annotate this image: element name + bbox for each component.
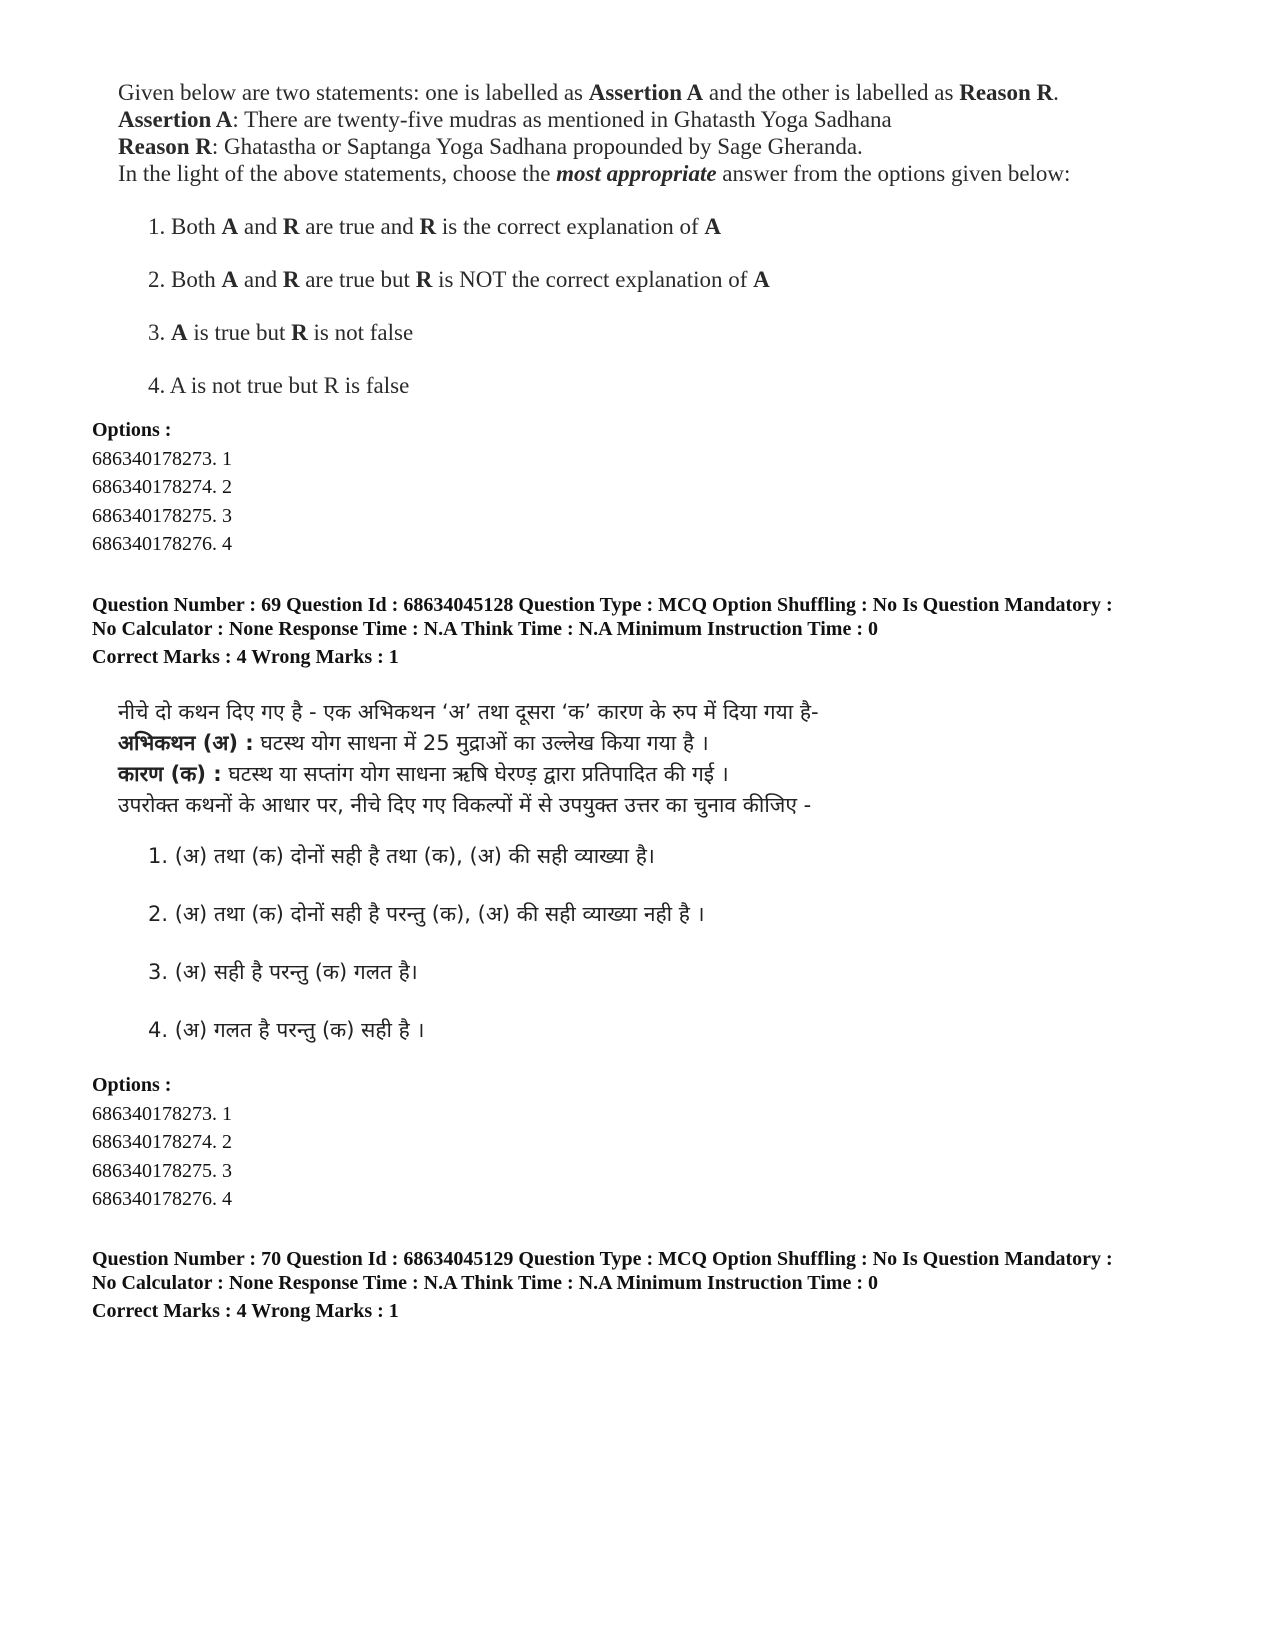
q69-meta — [92, 593, 1113, 669]
q68-choice-list — [118, 213, 1070, 402]
t: A — [171, 320, 188, 345]
t: A — [704, 214, 721, 239]
q69-choice-4: 4. (अ) गलत है परन्तु (क) सही है । — [148, 1018, 425, 1042]
t: is true but — [187, 320, 292, 345]
t: are true but — [299, 267, 416, 292]
q69-choice-list — [118, 841, 819, 1049]
t: is the correct explanation of — [436, 214, 705, 239]
assertion-label: Assertion A — [118, 107, 233, 132]
t: is NOT the correct explanation of — [432, 267, 754, 292]
t: A — [221, 214, 239, 239]
text: Given below are two statements: one is labelled as — [118, 80, 589, 105]
option-row: 686340178276. 4 — [92, 533, 232, 555]
assertion-label: अभिकथन (अ) : — [118, 731, 254, 755]
marks-line: Correct Marks : 4 Wrong Marks : 1 — [92, 1300, 399, 1322]
q68-question-image — [118, 79, 1070, 425]
reason-text: घटस्थ या सप्तांग योग साधना ऋषि घेरण्ड़ द्वारा प्रतिपादित की गई । — [221, 762, 729, 786]
q69-choice-1: 1. (अ) तथा (क) दोनों सही है तथा (क), (अ) की सही व्याख्या है। — [148, 844, 655, 868]
option-row: 686340178273. 1 — [92, 1102, 232, 1125]
t: R — [282, 267, 300, 292]
t: A — [753, 267, 770, 292]
text: Reason R — [959, 80, 1054, 105]
t: R — [291, 320, 308, 345]
t: and — [238, 267, 283, 292]
q69-question-image — [118, 697, 819, 1073]
q69-choice-2: 2. (अ) तथा (क) दोनों सही है परन्तु (क), (अ) की सही व्याख्या नही है । — [148, 902, 705, 926]
q69-options — [92, 1071, 232, 1214]
t: R — [415, 267, 433, 292]
q70-meta — [92, 1247, 1113, 1323]
text: answer from the options given below: — [716, 161, 1071, 186]
t: 1. Both — [148, 214, 222, 239]
text: . — [1053, 80, 1059, 105]
q69-assertion — [118, 728, 819, 759]
meta-line: Question Number : 69 Question Id : 68634045128 Question Type : MCQ Option Shuffling : No Is Question Mandatory : — [92, 594, 1113, 616]
text: In the light of the above statements, choose the — [118, 161, 557, 186]
q68-choice-4: 4. A is not true but R is false — [148, 373, 410, 398]
option-row: 686340178276. 4 — [92, 1188, 232, 1210]
q68-intro — [118, 79, 1070, 106]
q69-choice-3: 3. (अ) सही है परन्तु (क) गलत है। — [148, 960, 418, 984]
reason-label: Reason R — [118, 134, 212, 159]
marks-line: Correct Marks : 4 Wrong Marks : 1 — [92, 646, 399, 668]
t: is not false — [307, 320, 414, 345]
option-row: 686340178274. 2 — [92, 476, 232, 498]
q68-instruction — [118, 160, 1070, 187]
t: A — [221, 267, 239, 292]
emphasis: most appropriate — [556, 161, 717, 186]
meta-line: No Calculator : None Response Time : N.A Think Time : N.A Minimum Instruction Time : 0 — [92, 618, 878, 640]
text: Assertion A — [588, 80, 704, 105]
q68-choice-3 — [148, 319, 1070, 349]
assertion-text: : There are twenty-five mudras as mentioned in Ghatasth Yoga Sadhana — [232, 107, 892, 132]
text: and the other is labelled as — [703, 80, 960, 105]
t: 2. Both — [148, 267, 222, 292]
options-heading: Options : — [92, 419, 172, 441]
q68-assertion — [118, 106, 1070, 133]
meta-line: No Calculator : None Response Time : N.A Think Time : N.A Minimum Instruction Time : 0 — [92, 1272, 878, 1294]
meta-line: Question Number : 70 Question Id : 68634045129 Question Type : MCQ Option Shuffling : No Is Question Mandatory : — [92, 1248, 1113, 1270]
q68-choice-2 — [148, 266, 1070, 296]
q69-intro: नीचे दो कथन दिए गए है - एक अभिकथन ‘अ’ तथा दूसरा ‘क’ कारण के रुप में दिया गया है- — [118, 700, 819, 724]
q68-options — [92, 416, 232, 559]
assertion-text: घटस्थ योग साधना में 25 मुद्राओं का उल्लेख किया गया है । — [253, 731, 709, 755]
option-row: 686340178275. 3 — [92, 1159, 232, 1182]
option-row: 686340178275. 3 — [92, 504, 232, 527]
q69-instruction: उपरोक्त कथनों के आधार पर, नीचे दिए गए विकल्पों में से उपयुक्त उत्तर का चुनाव कीजिए - — [118, 793, 812, 817]
options-heading: Options : — [92, 1074, 172, 1096]
q68-choice-1 — [148, 213, 1070, 243]
option-row: 686340178273. 1 — [92, 447, 232, 470]
reason-label: कारण (क) : — [118, 762, 222, 786]
t: and — [238, 214, 283, 239]
option-row: 686340178274. 2 — [92, 1131, 232, 1153]
q68-reason — [118, 133, 1070, 160]
t: are true and — [299, 214, 420, 239]
t: R — [282, 214, 300, 239]
t: R — [419, 214, 437, 239]
t: 3. — [148, 320, 171, 345]
q69-reason — [118, 759, 819, 790]
reason-text: : Ghatastha or Saptanga Yoga Sadhana propounded by Sage Gheranda. — [211, 134, 863, 159]
